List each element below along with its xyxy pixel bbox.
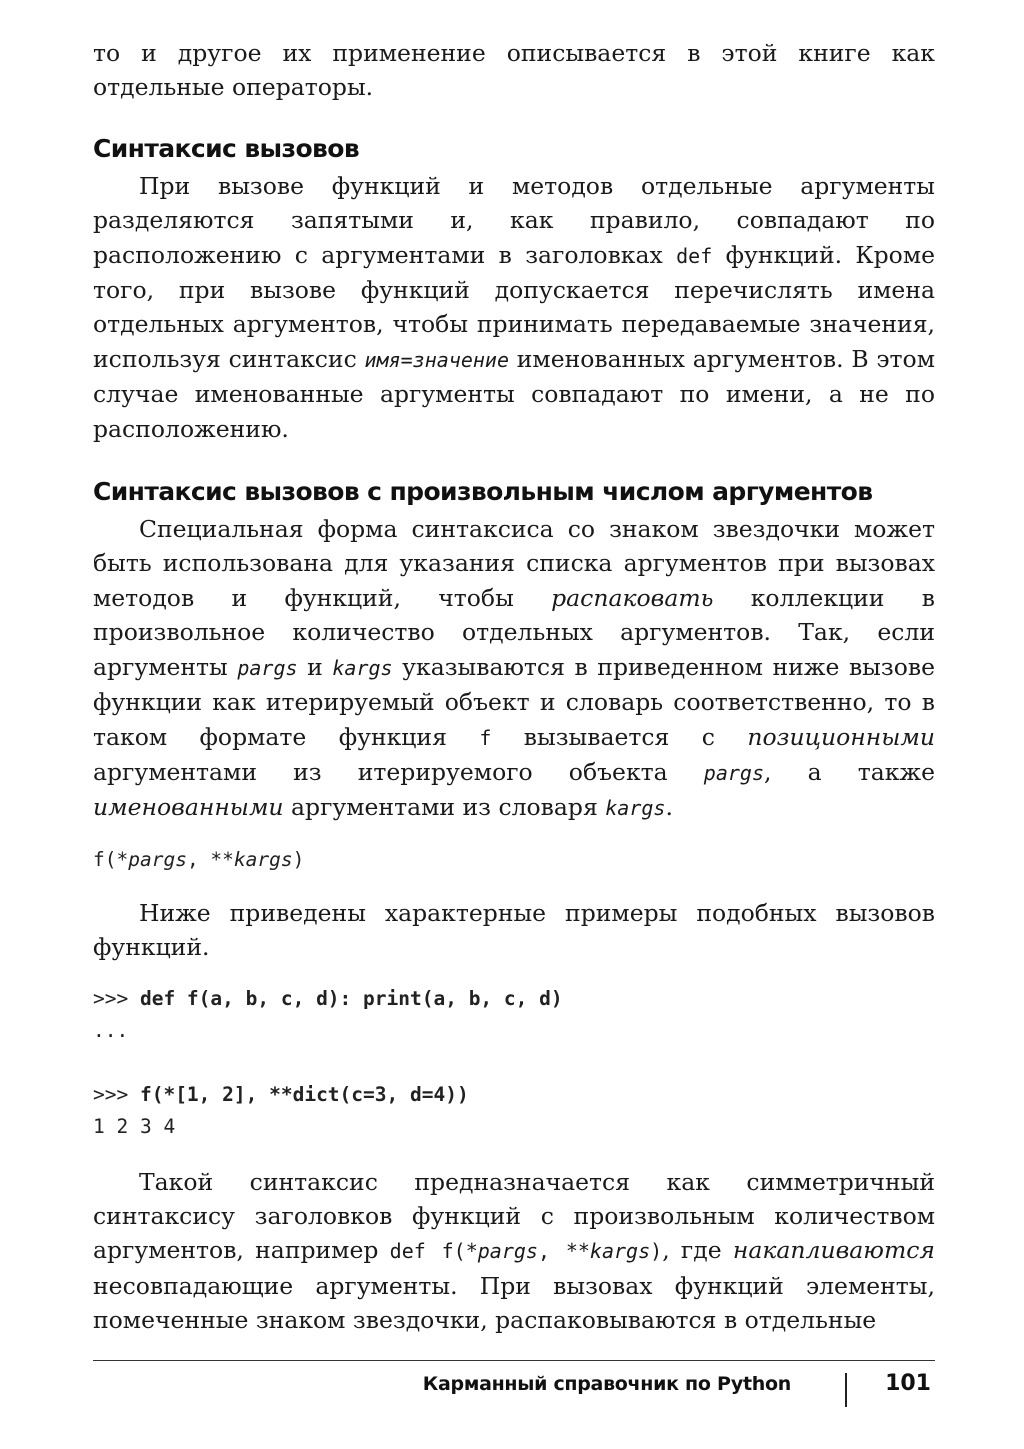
inline-code: ) xyxy=(650,1239,663,1264)
page-number: 101 xyxy=(885,1371,931,1396)
footer-book-title: Карманный справочник по Python xyxy=(422,1373,791,1395)
text-run: Такой синтаксис предназначается как симметричный синтаксису заголовков функций с произвольным количеством аргументов, например xyxy=(93,1167,935,1265)
section-heading-varargs-syntax: Синтаксис вызовов с произвольным числом аргументов xyxy=(93,477,873,507)
code-line-blank xyxy=(93,1047,935,1079)
text-run: , где xyxy=(662,1236,733,1265)
text-run: коллекции в произвольное количество отдельных аргументов. Так, если аргументы xyxy=(93,583,935,681)
intro-paragraph xyxy=(93,36,935,105)
emphasis-named: именованными xyxy=(93,793,284,822)
code-run: f(* xyxy=(93,847,129,871)
code-line xyxy=(93,1079,935,1111)
text-run: Ниже приведены характерные примеры подобных вызовов функций. xyxy=(93,898,935,962)
code-prompt: >>> xyxy=(93,1082,140,1106)
code-output: 1 2 3 4 xyxy=(93,1114,176,1138)
inline-code-pargs: pargs xyxy=(477,1239,538,1264)
text-run: , а также xyxy=(764,757,935,786)
code-run: ) xyxy=(292,847,305,871)
inline-code-f: f xyxy=(479,725,492,750)
footer-divider xyxy=(845,1373,847,1407)
page-footer xyxy=(93,1360,935,1411)
intro-text: то и другое их применение описывается в этой книге как отдельные операторы. xyxy=(93,39,935,102)
inline-code-pargs: pargs xyxy=(703,760,765,785)
symmetry-paragraph xyxy=(93,1165,935,1338)
code-line xyxy=(93,1015,935,1047)
text-run: аргументами из итерируемого объекта xyxy=(93,757,704,786)
code-example-call xyxy=(93,844,935,876)
emphasis-unpack: распаковать xyxy=(551,583,714,612)
inline-code-pargs: pargs xyxy=(237,655,298,680)
code-example-session xyxy=(93,983,935,1143)
code-run: , ** xyxy=(186,847,234,871)
section-heading-call-syntax: Синтаксис вызовов xyxy=(93,133,360,163)
varargs-paragraph xyxy=(93,512,935,826)
inline-code-kargs: kargs xyxy=(332,655,393,680)
text-run: Специальная форма синтаксиса со знаком звездочки может быть использована для указания списка аргументов при вызовах методов и функций, чтобы xyxy=(93,515,935,612)
emphasis-accumulate: накапливаются xyxy=(732,1236,935,1265)
code-input: f(*[1, 2], **dict(c=3, d=4)) xyxy=(139,1082,469,1106)
code-arg-kargs: kargs xyxy=(233,847,293,871)
text-run: именованных аргументов. В этом случае именованные аргументы совпадают по имени, а не по расположению. xyxy=(93,344,935,443)
text-run: При вызове функций и методов отдельные аргументы разделяются запятыми и, как правило, совпадают по расположению с аргументами в заголовках xyxy=(93,171,935,269)
call-syntax-paragraph xyxy=(93,169,935,446)
text-run: несовпадающие аргументы. При вызовах функций элементы, помеченные знаком звездочки, распаковываются в отдельные xyxy=(93,1271,935,1335)
page-body xyxy=(93,36,935,1338)
text-run: вызывается с xyxy=(491,722,748,751)
code-continuation: ... xyxy=(93,1018,129,1042)
inline-code: def f(* xyxy=(389,1239,478,1264)
code-line xyxy=(93,1111,935,1143)
text-run: . xyxy=(665,793,673,822)
inline-code: , ** xyxy=(537,1239,590,1264)
code-line xyxy=(93,983,935,1015)
code-input: def f(a, b, c, d): print(a, b, c, d) xyxy=(139,986,563,1010)
inline-code-kargs: kargs xyxy=(589,1239,651,1264)
text-run: указываются в приведенном ниже вызове функции как итерируемый объект и словарь соответственно, то в таком формате функция xyxy=(93,652,935,751)
inline-code-name-value: имя=значение xyxy=(364,347,510,372)
inline-code-def: def xyxy=(676,243,713,268)
text-run: функций. Кроме того, при вызове функций допускается перечислять имена отдельных аргументов, чтобы принимать передаваемые значения, используя синтаксис xyxy=(93,240,936,373)
examples-intro-paragraph xyxy=(93,896,935,965)
inline-code-kargs: kargs xyxy=(605,796,666,821)
emphasis-positional: позиционными xyxy=(747,722,935,751)
code-arg-pargs: pargs xyxy=(128,847,187,871)
text-run: аргументами из словаря xyxy=(283,793,606,822)
text-run: и xyxy=(297,652,333,681)
code-prompt: >>> xyxy=(93,986,140,1010)
